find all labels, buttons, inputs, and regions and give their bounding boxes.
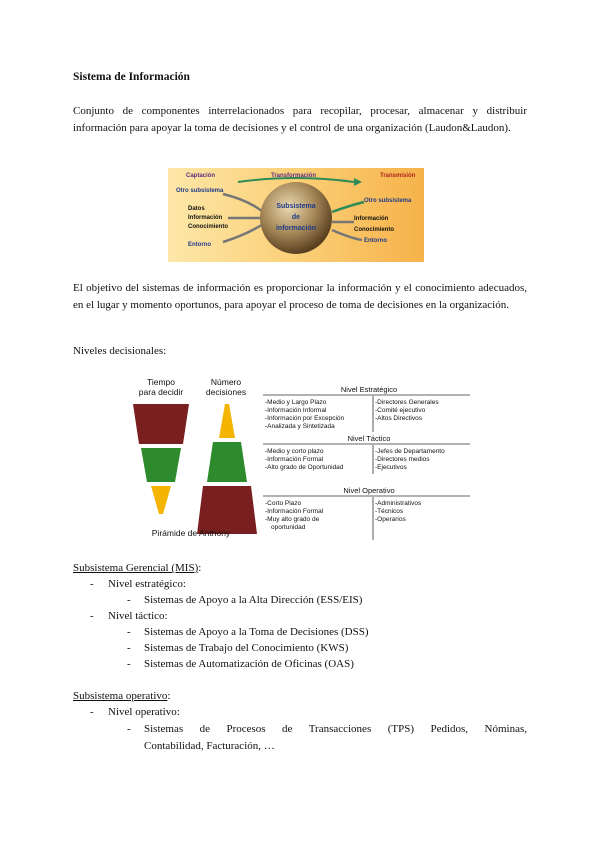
estrategico-left-3: -Información por Excepción: [265, 415, 345, 422]
tactico-right-1: -Jefes de Departamento: [375, 448, 445, 455]
list-item: [90, 608, 168, 624]
left-item-conocimiento: Conocimiento: [188, 224, 228, 230]
operativo-right-1: -Administrativos: [375, 500, 422, 507]
sphere-line-2: de: [291, 214, 301, 221]
count-top-block: [219, 404, 235, 438]
tactico-left-3: -Alto grado de Oportunidad: [265, 464, 344, 471]
nivel-operativo-label: Nivel operativo:: [108, 706, 180, 718]
sphere-line-1: Subsistema: [276, 203, 316, 210]
col2-header-line1: Número: [210, 377, 242, 387]
list-dash: -: [90, 610, 94, 622]
levels-table: [263, 385, 470, 540]
right-item-conocimiento: Conocimiento: [354, 227, 394, 233]
estrategico-left-2: -Información Informal: [265, 407, 327, 414]
tactico-left-2: -Información Formal: [265, 456, 324, 463]
operativo-left-3: -Muy alto grado de: [265, 516, 320, 523]
right-bottom-label: Entorno: [364, 238, 387, 244]
header-captacion: Captación: [186, 173, 216, 179]
level-name-estrategico: Nivel Estratégico: [340, 385, 398, 394]
niveles-label: Niveles decisionales:: [73, 345, 167, 357]
left-bottom-label: Entorno: [188, 242, 211, 248]
mis-heading: Subsistema Gerencial (MIS): [73, 562, 199, 574]
operativo-right-2: -Técnicos: [375, 508, 404, 515]
time-middle-block: [141, 448, 181, 482]
operativo-heading-row: [73, 688, 170, 704]
list-item: [127, 656, 354, 672]
list-dash: -: [90, 706, 94, 718]
tactico-left-1: -Medio y corto plazo: [265, 448, 324, 455]
list-item: [127, 640, 349, 656]
left-top-label: Otro subsistema: [176, 188, 224, 194]
operativo-right-3: -Operarios: [375, 516, 406, 523]
col2-header-line2: decisiones: [205, 387, 247, 397]
header-transmision: Transmisión: [380, 173, 416, 179]
list-item: [127, 592, 363, 608]
operativo-item-line1: Sistemas de Procesos de Transacciones (TPS) Pedidos, Nóminas,: [144, 723, 527, 735]
sphere-line-3: información: [275, 225, 317, 232]
estrategico-right-1: -Directores Generales: [375, 399, 439, 406]
left-item-datos: Datos: [188, 206, 205, 212]
list-item: [127, 721, 131, 737]
list-dash: -: [127, 594, 131, 606]
list-dash: -: [90, 578, 94, 590]
tactico-item-1: Sistemas de Apoyo a la Toma de Decisiones (DSS): [144, 626, 369, 638]
list-item: [90, 576, 186, 592]
col1-header-line2: para decidir: [138, 387, 184, 397]
time-bottom-block: [151, 486, 171, 514]
time-top-block: [133, 404, 189, 444]
estrategico-item-1: Sistemas de Apoyo a la Alta Dirección (ESS/EIS): [144, 594, 363, 606]
list-dash: -: [127, 723, 131, 735]
operativo-heading: Subsistema operativo: [73, 690, 168, 702]
operativo-left-2: -Información Formal: [265, 508, 324, 515]
anthony-pyramid-diagram: [125, 374, 470, 544]
count-bottom-block: [197, 486, 257, 534]
list-item: [90, 704, 180, 720]
right-top-label: Otro subsistema: [364, 198, 412, 204]
top-arrow-head: [354, 178, 362, 186]
page-title: Sistema de Información: [73, 71, 190, 83]
operativo-left-1: -Corto Plazo: [265, 500, 302, 507]
pyramid-caption: Pirámide de Anthony: [151, 528, 231, 538]
operativo-colon: :: [167, 690, 171, 702]
header-transformacion: Transformación: [271, 173, 317, 179]
mis-heading-row: [73, 560, 201, 576]
list-dash: -: [127, 658, 131, 670]
left-item-informacion: Información: [188, 215, 223, 221]
estrategico-left-4: -Analizada y Sintetizada: [265, 423, 335, 430]
tactico-item-3: Sistemas de Automatización de Oficinas (OAS): [144, 658, 354, 670]
nivel-tactico-label: Nivel táctico:: [108, 610, 168, 622]
estrategico-left-1: -Medio y Largo Plazo: [265, 399, 327, 406]
nivel-estrategico-label: Nivel estratégico:: [108, 578, 186, 590]
objective-paragraph: El objetivo del sistemas de información es proporcionar la información y el conocimiento adecuados, en el lugar y momento oportunos, para apoyar el proceso de toma de decisiones en la organización.: [73, 282, 527, 311]
list-item: [127, 624, 369, 640]
estrategico-right-2: -Comité ejecutivo: [375, 407, 426, 414]
information-subsystem-diagram: [168, 168, 424, 262]
mis-colon: :: [198, 562, 202, 574]
operativo-left-4: oportunidad: [271, 524, 306, 531]
list-dash: -: [127, 642, 131, 654]
operativo-item-line2: Contabilidad, Facturación, …: [144, 740, 275, 752]
right-item-informacion: Información: [354, 216, 389, 222]
list-dash: -: [127, 626, 131, 638]
tactico-right-3: -Ejecutivos: [375, 464, 407, 471]
level-name-tactico: Nivel Táctico: [347, 434, 391, 443]
count-middle-block: [207, 442, 247, 482]
tactico-right-2: -Directores medios: [375, 456, 430, 463]
estrategico-right-3: -Altos Directivos: [375, 415, 422, 422]
top-arrow: [238, 178, 354, 182]
tactico-item-2: Sistemas de Trabajo del Conocimiento (KWS): [144, 642, 349, 654]
definition-paragraph: Conjunto de componentes interrelacionados para recopilar, procesar, almacenar y distribuir información para apoyar la toma de decisiones y el control de una organización (Laudon&Laudon).: [73, 105, 527, 134]
col1-header-line1: Tiempo: [146, 377, 176, 387]
level-name-operativo: Nivel Operativo: [343, 486, 395, 495]
